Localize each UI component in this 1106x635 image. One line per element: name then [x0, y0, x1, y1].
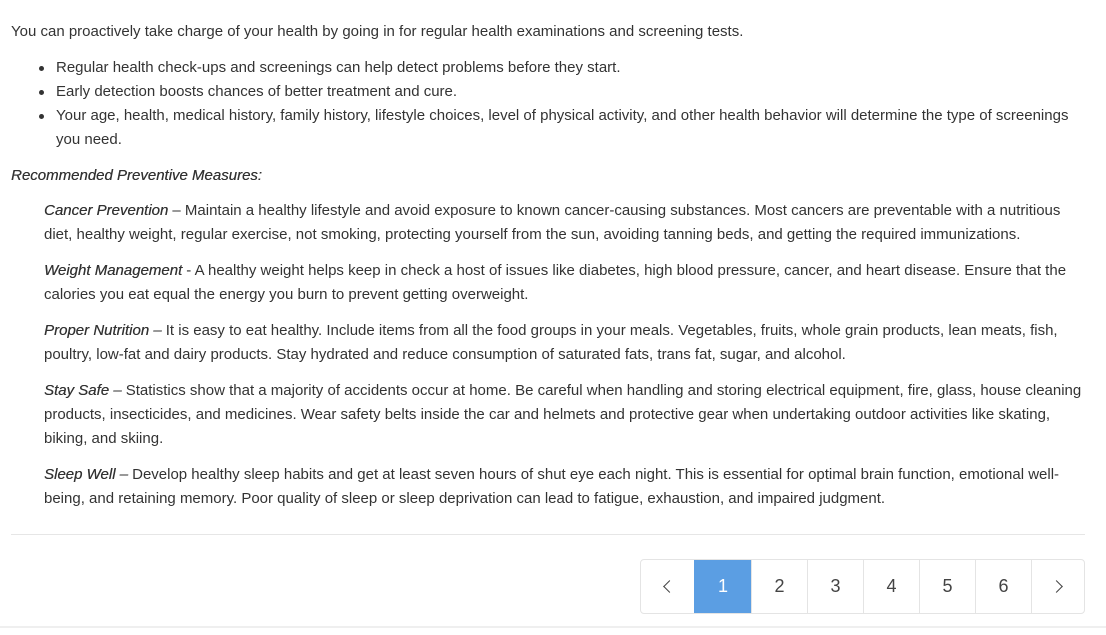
measure-title: Stay Safe – — [44, 382, 122, 399]
measure-cancer-prevention — [44, 199, 1091, 247]
next-page-button[interactable] — [1031, 560, 1084, 613]
list-item: Your age, health, medical history, family history, lifestyle choices, level of physical activity, and other health behavior will determine the type of screenings you need. — [11, 104, 1091, 152]
measure-separator: – — [168, 202, 185, 219]
measure-stay-safe — [44, 379, 1091, 451]
section-heading-text: Recommended Preventive Measures: — [11, 167, 262, 184]
page-button-1[interactable]: 1 — [694, 560, 751, 613]
measure-text: A healthy weight helps keep in check a host of issues like diabetes, high blood pressure, cancer, and heart disease. Ensure that the calories you eat equal the energy you burn to prevent getting overweight. — [44, 262, 1067, 303]
measure-text: Statistics show that a majority of accidents occur at home. Be careful when handling and storing electrical equipment, fire, glass, house cleaning products, insecticides, and medicines. Wear safety belts inside the car and helmets and protective gear when undertaking outdoor activities like skating, biking, and skiing. — [44, 382, 1082, 447]
list-item: Regular health check-ups and screenings can help detect problems before they start. — [11, 56, 1091, 80]
measure-title: Proper Nutrition – — [44, 322, 162, 339]
section-heading — [11, 164, 1091, 188]
intro-paragraph: You can proactively take charge of your health by going in for regular health examinations and screening tests. — [11, 23, 744, 40]
pagination — [640, 559, 1085, 614]
content-divider — [11, 534, 1085, 535]
page-button-6[interactable]: 6 — [975, 560, 1031, 613]
page-button-2[interactable]: 2 — [751, 560, 807, 613]
page-button-4[interactable]: 4 — [863, 560, 919, 613]
page-button-5[interactable]: 5 — [919, 560, 975, 613]
article-content — [11, 20, 1091, 523]
prev-page-button[interactable] — [641, 560, 694, 613]
measure-weight-management — [44, 259, 1091, 307]
measure-sleep-well — [44, 463, 1091, 511]
measure-title: Sleep Well – — [44, 466, 128, 483]
checkup-bullet-list — [11, 56, 1091, 152]
chevron-left-icon — [663, 580, 676, 593]
measure-title: Weight Management — [44, 262, 183, 279]
measure-separator: - — [182, 262, 195, 279]
measure-proper-nutrition — [44, 319, 1091, 367]
list-item: Early detection boosts chances of better treatment and cure. — [11, 80, 1091, 104]
chevron-right-icon — [1050, 580, 1063, 593]
footer-divider — [0, 626, 1106, 628]
measure-text: Develop healthy sleep habits and get at least seven hours of shut eye each night. This is essential for optimal brain function, emotional well-being, and retaining memory. Poor quality of sleep or sleep deprivation can lead to fatigue, exhaustion, and impaired judgment. — [44, 466, 1060, 507]
page-button-3[interactable]: 3 — [807, 560, 863, 613]
measure-text: It is easy to eat healthy. Include items from all the food groups in your meals. Vegetables, fruits, whole grain products, lean meats, fish, poultry, low-fat and dairy products. Stay hydrated and reduce consumption of saturated fats, trans fat, sugar, and alcohol. — [44, 322, 1058, 363]
measure-title: Cancer Prevention — [44, 202, 169, 219]
measure-text: Maintain a healthy lifestyle and avoid exposure to known cancer-causing substances. Most cancers are preventable with a nutritious diet, healthy weight, regular exercise, not smoking, protecting yourself from the sun, avoiding tanning beds, and getting the required immunizations. — [44, 202, 1061, 243]
